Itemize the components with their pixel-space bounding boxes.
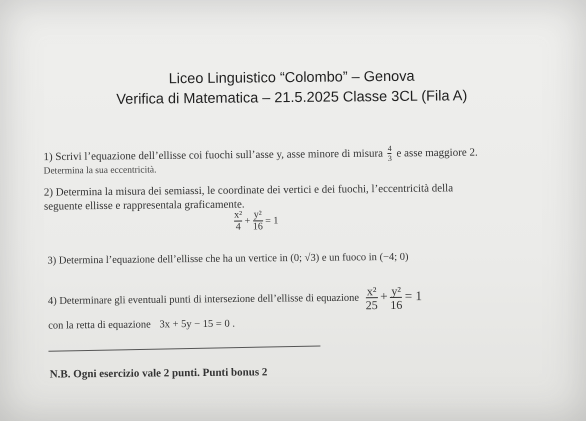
question-4-line-2-equation: 3x + 5y − 15 = 0 . xyxy=(159,318,236,331)
eq-numerator-y: y² xyxy=(253,209,262,221)
fraction-denominator: 3 xyxy=(387,153,392,164)
eq-rhs: = 1 xyxy=(265,215,279,227)
question-2-line-1: 2) Determina la misura dei semiassi, le coordinate dei vertici e dei fuochi, l’eccentricità della xyxy=(43,182,454,199)
question-1 xyxy=(43,144,478,167)
fraction-numerator: 4 xyxy=(387,143,392,154)
question-2-line-2: seguente ellisse e rappresentala graficamente. xyxy=(43,198,245,213)
q4-plus: + xyxy=(380,288,388,304)
school-title: Liceo Linguistico “Colombo” – Genova xyxy=(168,68,415,88)
eq-denominator-x: 4 xyxy=(235,221,241,233)
q4-rhs: = 1 xyxy=(404,288,423,304)
question-1-text-end: e asse maggiore 2. xyxy=(396,146,478,160)
note-points: N.B. Ogni esercizio vale 2 punti. Punti bonus 2 xyxy=(49,366,268,381)
question-1-line-2: Determina la sua eccentricità. xyxy=(43,165,157,177)
eq-numerator-x: x² xyxy=(233,209,243,221)
question-3-text: 3) Determina l’equazione dell’ellisse che ha un vertice in xyxy=(47,253,288,267)
question-4-line-2 xyxy=(48,319,235,332)
q4-denominator-y: 16 xyxy=(390,297,403,312)
divider-line xyxy=(48,346,320,352)
question-2-equation xyxy=(234,210,279,232)
question-1-text: 1) Scrivi l’equazione dell’ellisse coi fuochi sull’asse y, asse minore di misura xyxy=(43,147,384,164)
eq-plus: + xyxy=(244,215,251,227)
question-4-line-2-text: con la retta di equazione xyxy=(48,319,151,332)
q4-denominator-x: 25 xyxy=(365,298,378,313)
question-1-fraction xyxy=(388,145,392,163)
q4-fraction-y xyxy=(390,285,402,311)
q4-numerator-y: y² xyxy=(391,283,402,298)
eq-fraction-y xyxy=(253,210,263,232)
question-3 xyxy=(47,252,408,267)
q4-fraction-x xyxy=(366,285,378,311)
eq-denominator-y: 16 xyxy=(252,221,263,233)
question-3-text-mid: e un fuoco in xyxy=(321,252,377,264)
eq-fraction-x xyxy=(234,211,242,233)
question-3-vertex: (0; √3) xyxy=(290,252,320,265)
test-title: Verifica di Matematica – 21.5.2025 Classe 3CL (Fila A) xyxy=(116,88,468,108)
question-4 xyxy=(48,285,422,315)
question-4-text: 4) Determinare gli eventuali punti di intersezione dell’ellisse di equazione xyxy=(47,292,360,307)
question-3-focus: (−4; 0) xyxy=(379,251,409,264)
q4-numerator-x: x² xyxy=(366,284,377,299)
